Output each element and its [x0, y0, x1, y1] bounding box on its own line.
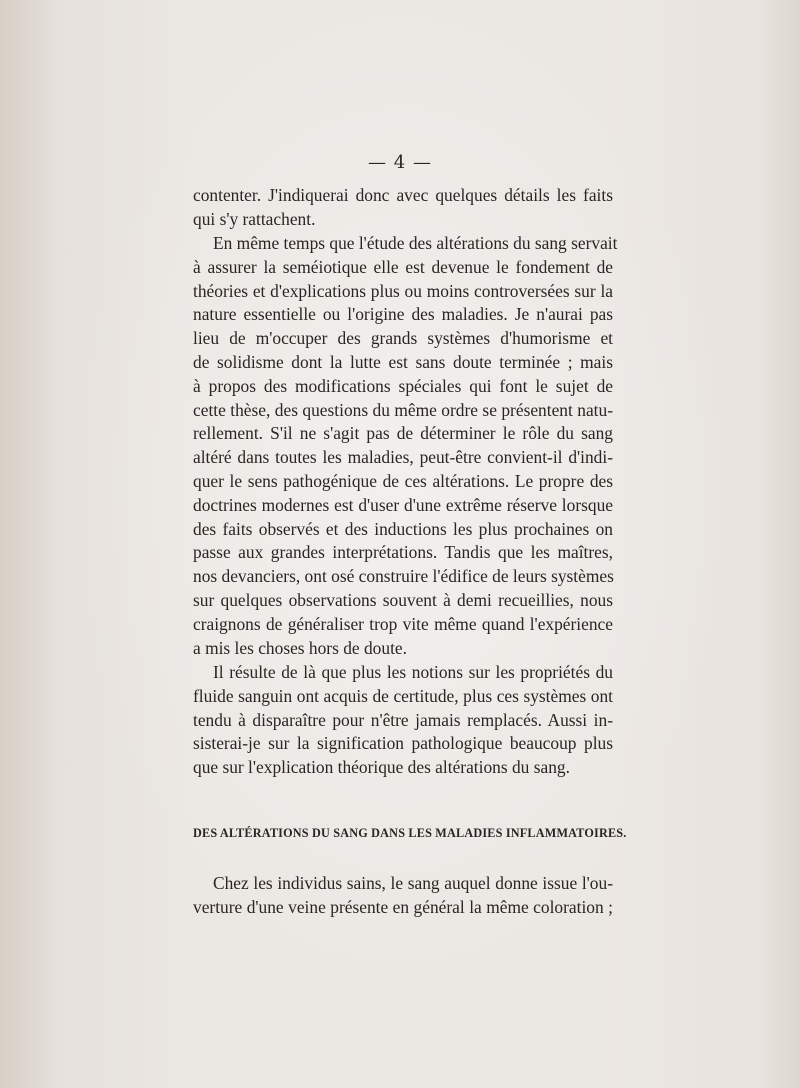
text-line: de solidisme dont la lutte est sans doute terminée ; mais [193, 351, 613, 372]
text-line: théories et d'explications plus ou moins controversées sur la [193, 280, 613, 301]
text-line: contenter. J'indiquerai donc avec quelques détails les faits [193, 185, 613, 205]
text-line: passe aux grandes interprétations. Tandis que les maîtres, [193, 542, 613, 563]
text-line: à assurer la seméiotique elle est devenue le fondement de [193, 256, 613, 277]
paragraph-2 [193, 232, 618, 660]
text-line: fluide sanguin ont acquis de certitude, plus ces systèmes ont [193, 685, 613, 706]
text-line: Chez les individus sains, le sang auquel donne issue l'ou- [213, 873, 613, 893]
text-line: rellement. S'il ne s'agit pas de déterminer le rôle du sang [193, 423, 613, 444]
text-line: Il résulte de là que plus les notions sur les propriétés du [213, 662, 613, 682]
text-line: quer le sens pathogénique de ces altérations. Le propre des [193, 470, 613, 491]
text-line: a mis les choses hors de doute. [193, 637, 407, 658]
text-line: verture d'une veine présente en général la même coloration ; [193, 896, 613, 917]
paragraph-1 [193, 184, 613, 232]
text-line: craignons de généraliser trop vite même quand l'expérience [193, 613, 613, 634]
text-line: que sur l'explication théorique des altérations du sang. [193, 757, 570, 778]
text-line: altéré dans toutes les maladies, peut-être convient-il d'indi- [193, 447, 613, 468]
paragraph-4 [193, 872, 613, 920]
text-line: En même temps que l'étude des altérations du sang servait [213, 233, 618, 253]
text-line: des faits observés et des inductions les plus prochaines on [193, 518, 613, 539]
page-number: — 4 — [368, 152, 432, 173]
text-line: cette thèse, des questions du même ordre se présentent natu- [193, 399, 613, 420]
text-line: lieu de m'occuper des grands systèmes d'humorisme et [193, 328, 613, 349]
text-line: sisterai-je sur la signification pathologique beaucoup plus [193, 733, 613, 754]
text-line: doctrines modernes est d'user d'une extrême réserve lorsque [193, 494, 613, 515]
text-line: nos devanciers, ont osé construire l'édifice de leurs systèmes [193, 566, 614, 587]
text-line: tendu à disparaître pour n'être jamais remplacés. Aussi in- [193, 709, 613, 730]
text-line: à propos des modifications spéciales qui font le sujet de [193, 375, 613, 396]
text-line: sur quelques observations souvent à demi recueillies, nous [193, 589, 613, 610]
paragraph-3 [193, 661, 613, 780]
text-line: nature essentielle ou l'origine des maladies. Je n'aurai pas [193, 304, 613, 325]
text-line: qui s'y rattachent. [193, 208, 316, 229]
section-heading: DES ALTÉRATIONS DU SANG DANS LES MALADIES INFLAMMATOIRES. [193, 826, 627, 840]
